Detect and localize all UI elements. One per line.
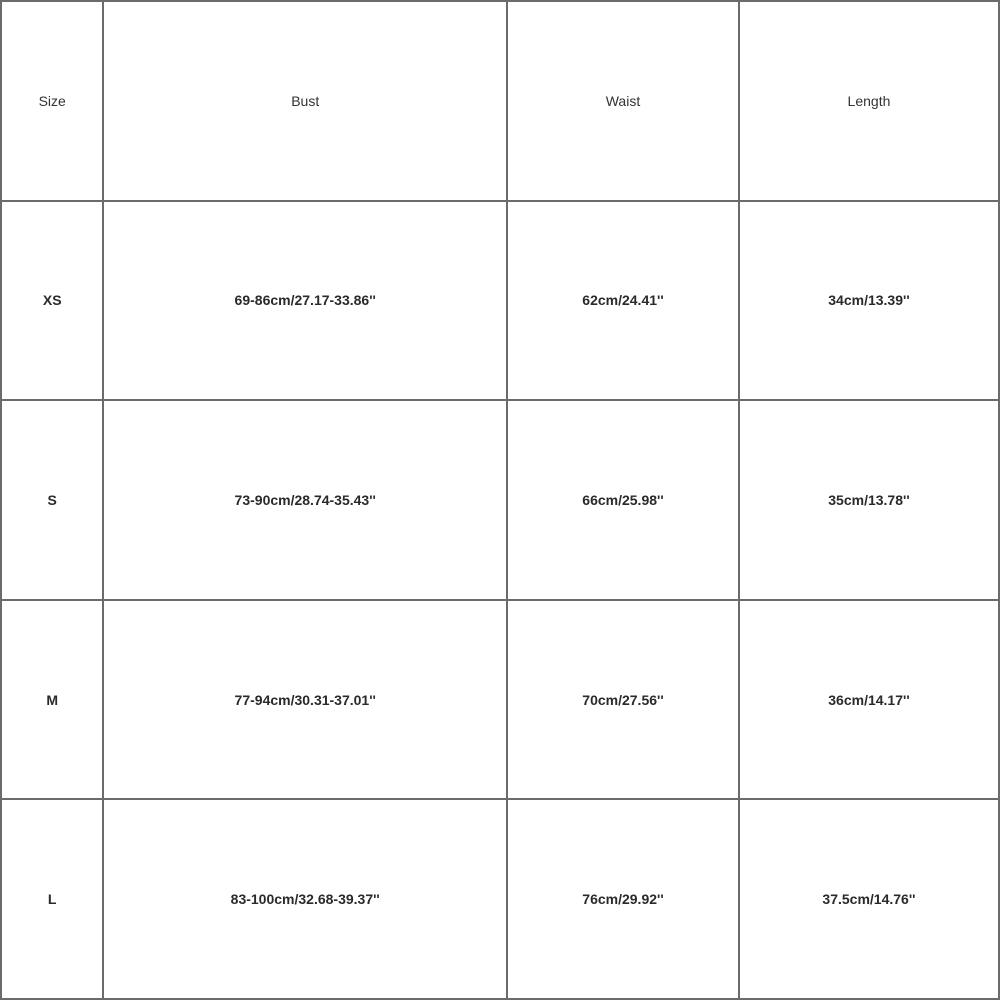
table-row-l xyxy=(1,799,999,999)
header-length: Length xyxy=(739,1,999,201)
header-bust: Bust xyxy=(103,1,507,201)
table-row-m xyxy=(1,600,999,800)
cell-length: 34cm/13.39'' xyxy=(739,201,999,401)
table-row-s xyxy=(1,400,999,600)
cell-waist: 70cm/27.56'' xyxy=(507,600,739,800)
cell-length: 35cm/13.78'' xyxy=(739,400,999,600)
cell-waist: 76cm/29.92'' xyxy=(507,799,739,999)
cell-bust: 73-90cm/28.74-35.43'' xyxy=(103,400,507,600)
cell-size: S xyxy=(1,400,103,600)
cell-waist: 62cm/24.41'' xyxy=(507,201,739,401)
header-waist: Waist xyxy=(507,1,739,201)
table-header-row xyxy=(1,1,999,201)
cell-bust: 69-86cm/27.17-33.86'' xyxy=(103,201,507,401)
cell-length: 37.5cm/14.76'' xyxy=(739,799,999,999)
cell-size: XS xyxy=(1,201,103,401)
cell-waist: 66cm/25.98'' xyxy=(507,400,739,600)
cell-size: L xyxy=(1,799,103,999)
header-size: Size xyxy=(1,1,103,201)
table-row-xs xyxy=(1,201,999,401)
cell-length: 36cm/14.17'' xyxy=(739,600,999,800)
cell-size: M xyxy=(1,600,103,800)
cell-bust: 77-94cm/30.31-37.01'' xyxy=(103,600,507,800)
cell-bust: 83-100cm/32.68-39.37'' xyxy=(103,799,507,999)
